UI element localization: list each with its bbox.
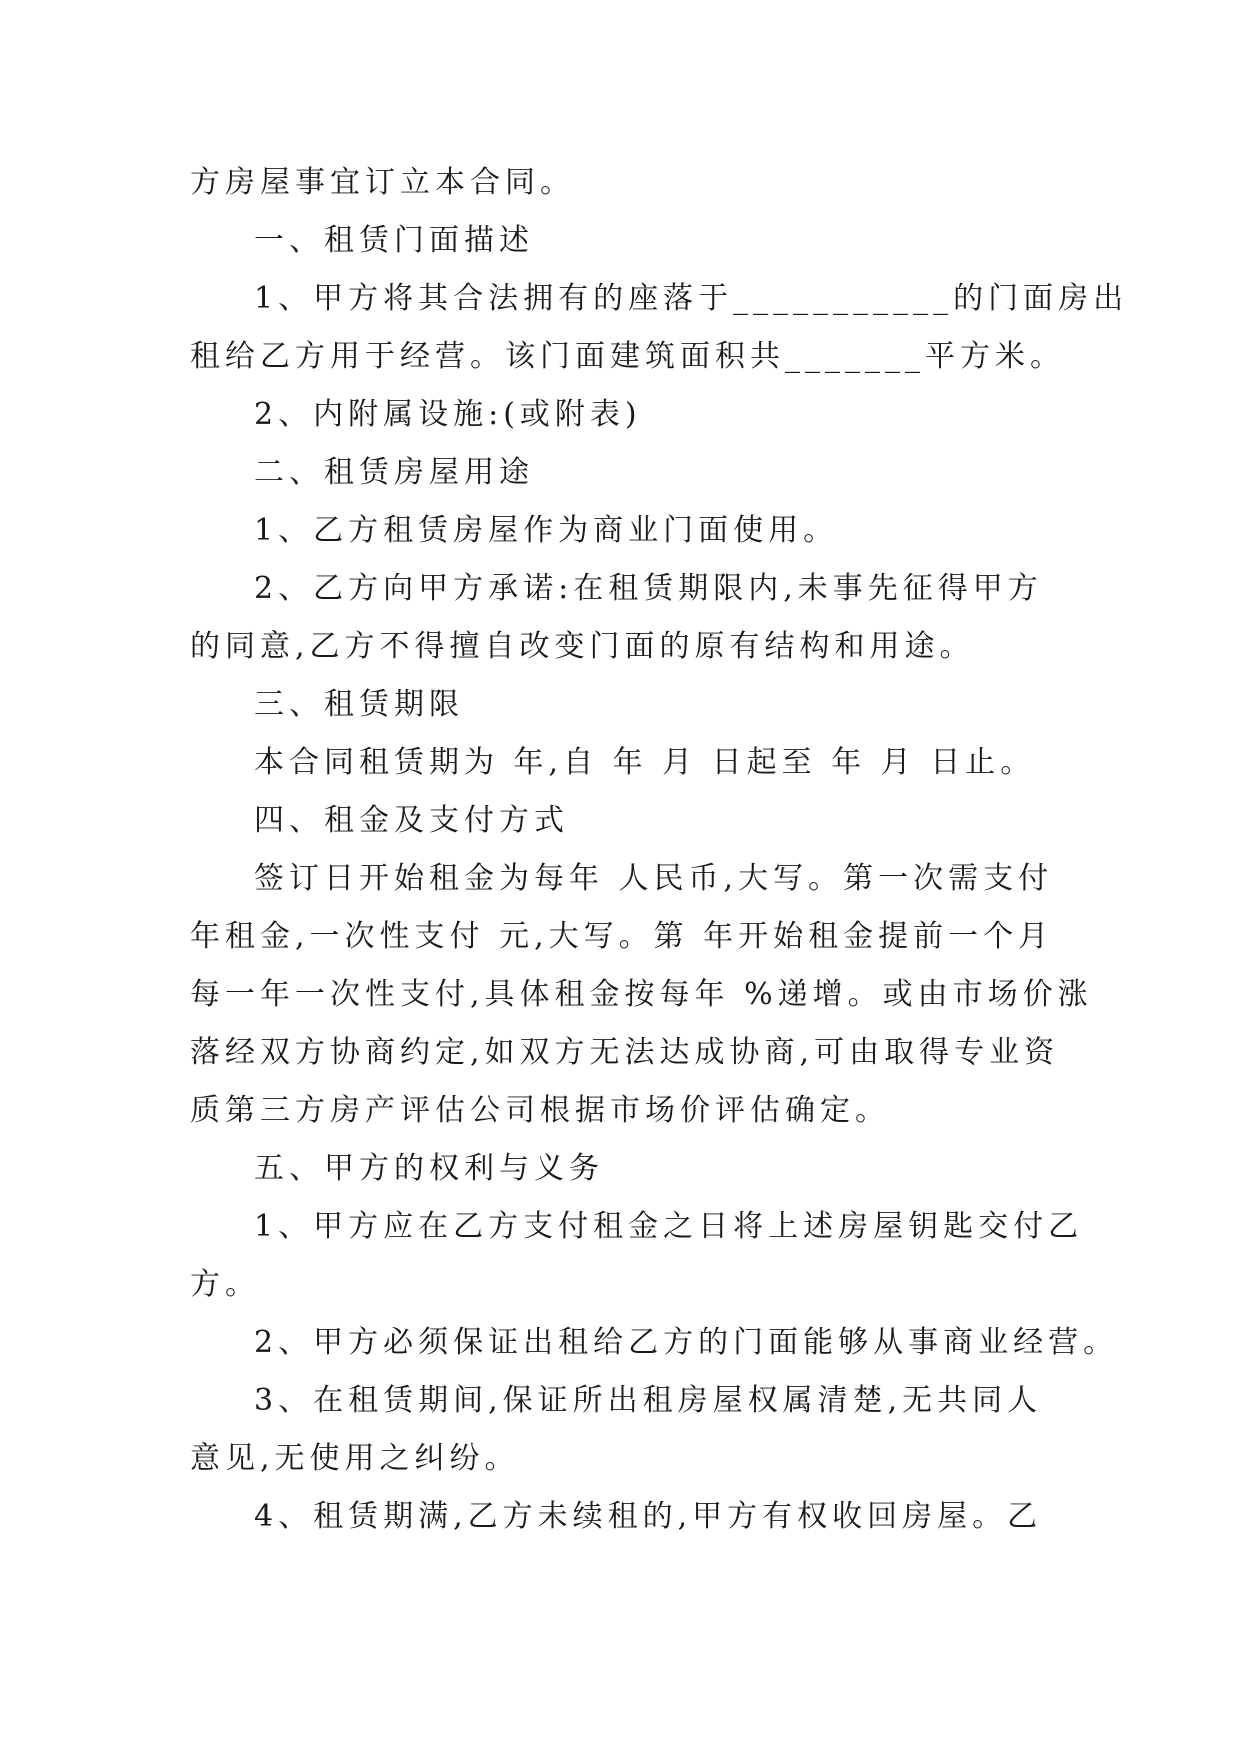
- section-heading: 一、租赁门面描述: [254, 223, 534, 258]
- contract-line: 签订日开始租金为每年 人民币,大写。第一次需支付: [254, 861, 1054, 896]
- contract-line: 1、甲方将其合法拥有的座落于___________的门面房出: [254, 281, 1129, 316]
- contract-body: [190, 154, 1129, 1546]
- contract-line: 方房屋事宜订立本合同。: [190, 165, 575, 200]
- contract-line: 2、甲方必须保证出租给乙方的门面能够从事商业经营。: [254, 1325, 1119, 1360]
- contract-line: 每一年一次性支付,具体租金按每年 %递增。或由市场价涨: [190, 977, 1093, 1012]
- section-heading: 三、租赁期限: [254, 687, 464, 722]
- contract-line: 3、在租赁期间,保证所出租房屋权属清楚,无共同人: [254, 1383, 1043, 1418]
- contract-line: 质第三方房产评估公司根据市场价评估确定。: [190, 1093, 890, 1128]
- contract-line: 年租金,一次性支付 元,大写。第 年开始租金提前一个月: [190, 919, 1054, 954]
- contract-line: 意见,无使用之纠纷。: [190, 1441, 520, 1476]
- section-heading: 五、甲方的权利与义务: [254, 1151, 604, 1186]
- contract-line: 租给乙方用于经营。该门面建筑面积共_______平方米。: [190, 339, 1065, 374]
- contract-line: 2、内附属设施:(或附表): [254, 397, 642, 432]
- contract-line: 方。: [190, 1267, 260, 1302]
- section-heading: 四、租金及支付方式: [254, 803, 569, 838]
- contract-line: 1、乙方租赁房屋作为商业门面使用。: [254, 513, 839, 548]
- section-heading: 二、租赁房屋用途: [254, 455, 534, 490]
- contract-line: 4、租赁期满,乙方未续租的,甲方有权收回房屋。乙: [254, 1499, 1043, 1534]
- contract-line: 落经双方协商约定,如双方无法达成协商,可由取得专业资: [190, 1035, 1060, 1070]
- contract-line: 1、甲方应在乙方支付租金之日将上述房屋钥匙交付乙: [254, 1209, 1084, 1244]
- contract-line: 的同意,乙方不得擅自改变门面的原有结构和用途。: [190, 629, 975, 664]
- contract-line: 2、乙方向甲方承诺:在租赁期限内,未事先征得甲方: [254, 571, 1043, 606]
- contract-line: 本合同租赁期为 年,自 年 月 日起至 年 月 日止。: [254, 745, 1036, 780]
